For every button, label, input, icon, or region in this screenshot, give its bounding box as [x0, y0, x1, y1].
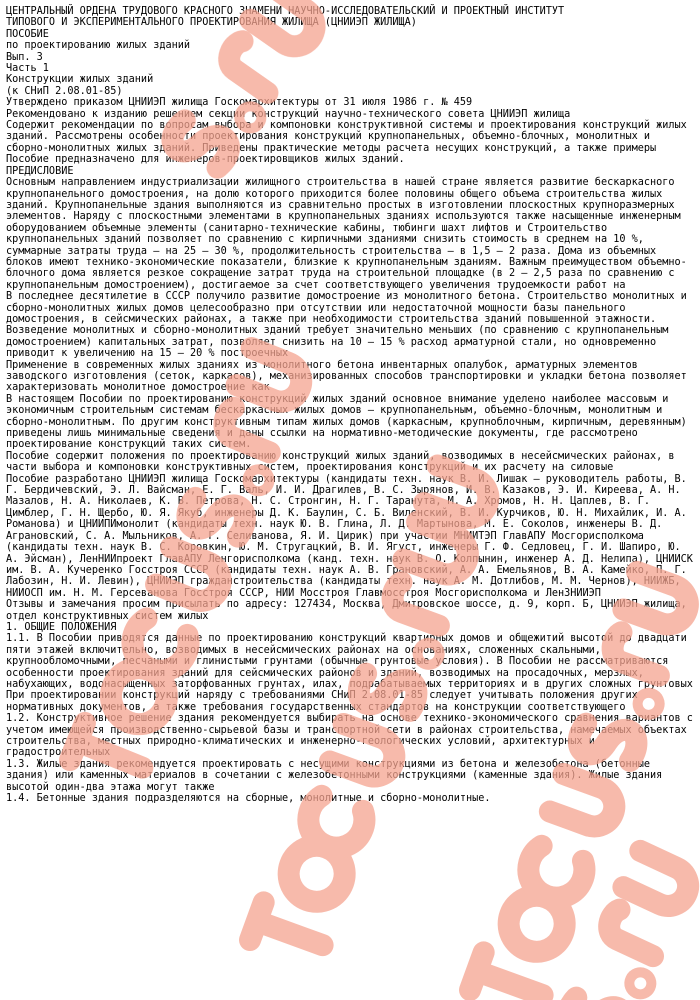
text-line: ПРЕДИСЛОВИЕ — [6, 165, 74, 177]
text-line: Конструкции жилых зданий — [6, 74, 154, 86]
text-line: В последнее десятилетие в СССР получило развитие домостроение из монолитного бетона. Строительство монолитных и сборно-монолитных жилых домов целесообразно при отсутствии или недостаточной мощности базы панельного домостроения, в сейсмических районах, а также при необходимости строительства зданий повышенной этажности. Возведение монолитных и сборно-монолитных зданий требует значительно меньших (по сравнению с крупнопанельным домостроением) капитальных затрат, позволяет снизить на 10 — 15 % расход арматурной стали, но одновременно приводит к увеличению на 15 — 20 % построечных — [6, 291, 693, 360]
document-text — [6, 6, 700, 805]
text-line: 1.4. Бетонные здания подразделяются на сборные, монолитные и сборно-монолитные. — [6, 793, 491, 805]
text-line: (к СНиП 2.08.01-85) — [6, 85, 123, 97]
text-line: Часть 1 — [6, 63, 49, 75]
text-line: Рекомендовано к изданию решением секции конструкций научно-технического совета ЦНИИЭП жилища — [6, 108, 571, 120]
text-line: 1.1. В Пособии приводятся данные по проектированию конструкций квартирных домов и общежитий высотой до двадцати пяти этажей включительно, возводимых в несейсмических районах на основаниях, сложенных скальными, крупнообломочными, песчаными и глинистыми грунтами (обычные грунтовые условия). В Пособии не рассматриваются особенности проектирования зданий для сейсмических районов и зданий, возводимых на просадочных, мерзлых, набухающих, водонасыщенных заторфованных грунтах, илах, подрабатываемых территориях и в других сложных грунтовых При проектировании конструкций наряду с требованиями СНиП 2.08.01-85 следует учитывать положения других нормативных документов, а также требования государственных стандартов на конструкции соответствующего — [6, 633, 700, 713]
text-line: Применение в современных жилых зданиях из монолитного бетона инвентарных опалубок, арматурных элементов заводского изготовления (сеток, каркасов), механизированных способов транспортировки и укладки бетона позволяет характеризовать монолитное домостроение как — [6, 359, 693, 394]
text-line: Содержит рекомендации по вопросам выбора и компоновки конструктивной системы и проектирования конструкций жилых зданий. Рассмотрены особенности проектирования конструкций крупнопанельных, объемно-блочных, монолитных и сборно-монолитных жилых зданий. Приведены практические методы расчета несущих конструкций, а также примеры — [6, 120, 693, 154]
text-line: ЦЕНТРАЛЬНЫЙ ОРДЕНА ТРУДОВОГО КРАСНОГО ЗНАМЕНИ НАУЧНО-ИССЛЕДОВАТЕЛЬСКИЙ И ПРОЕКТНЫЙ ИНСТИТУТ — [6, 6, 565, 17]
text-line: Пособие содержит положения по проектированию конструкций жилых зданий, возводимых в несейсмических районах, в части выбора и компоновки конструктивных систем, проектирования конструкций и их расчету на силовые — [6, 450, 681, 474]
text-line: 1.3. Жилые здания рекомендуется проектировать с несущими конструкциями из бетона и железобетона (бетонные здания) или каменных материалов в сочетании с железобетонными конструкциями (каменные здания). Жилые здания высотой один-два этажа могут также — [6, 758, 669, 793]
text-line: Отзывы и замечания просим присылать по адресу: 127434, Москва, Дмитровское шоссе, д. 9, корп. Б, ЦНИИЭП жилища, отдел конструктивных систем жилых — [6, 599, 693, 622]
text-line: ТИПОВОГО И ЭКСПЕРИМЕНТАЛЬНОГО ПРОЕКТИРОВАНИЯ ЖИЛИЩА (ЦНИИЭП ЖИЛИЩА) — [6, 17, 417, 29]
text-line: Пособие разработано ЦНИИЭП жилища Госкомархитектуры (кандидаты техн. наук В. И. Лишак — руководитель работы, В. Г. Бердичевский, Э. Л. Вайсман, Е. Г. Валь, И. И. Драгилев, В. С. Зырянов, И. В. Казаков, Э. И. Киреева, А. Н. Мазалов, Н. А. Николаев, К. В. Петрова, Н. С. Стронгин, Н. Г. Таранута, М. А. Хромов, Н. Н. Цаплев, В. Г. Цимблер, Г. Н. Щербо, Ю. Я. Якуб, инженеры Д. К. Баулин, С. Б. Виленский, В. И. Курчиков, Ю. Н. Михайлик, И. А. Романова) и ЦНИИПИмонолит (кандидаты техн. наук Ю. В. Глина, Л. Д. Мартынова, М. Е. Соколов, инженеры В. Д. Аграновский, С. А. Мыльников, А. Г. Селиванова, Я. И. Цирик) при участии МНИИТЭП ГлавАПУ Мосгорисполкома (кандидаты техн. наук В. С. Коровкин, Ю. М. Стругацкий, В. И. Ягуст, инженеры Г. Ф. Седловец, Г. И. Шапиро, Ю. А. Эйсман), ЛенНИИпроект ГлавАПУ Ленгорисполкома (канд. техн. наук В. О. Колпынин, инженер А. Д. Нелипа), ЦНИИСК им. В. А. Кучеренко Госстроя СССР (кандидаты техн. наук А. В. Грановский, А. А. Емельянов, В. А. Камейко, П. Г. Лабозин, Н. И. Левин), ЦНИИЭП гражданстроительства (кандидаты техн. наук А. М. Дотлибов, М. М. Чернов), НИИЖБ, НИИОСП им. Н. М. Герсеванова Госстроя СССР, НИИ Мосстроя Главмосстроя Мосгорисполкома и ЛенЗНИИЭП — [6, 473, 700, 599]
text-line: 1.2. Конструктивное решение здания рекомендуется выбирать на основе технико-экономического сравнения вариантов с учетом имеющейся производственно-сырьевой базы и транспортной сети в районах строительства, намечаемых объектах строительства, местных природно-климатических и инженерно-геологических условий, архитектурных и градостроительных — [6, 713, 700, 759]
text-line: Вып. 3 — [6, 51, 43, 63]
text-line: В настоящем Пособии по проектированию конструкций жилых зданий основное внимание уделено наиболее массовым и экономичным строительным системам бескаркасных жилых домов — крупнопанельным, объемно-блочным, монолитным и сборно-монолитным. По другим конструктивным типам жилых домов (каркасным, крупноблочным, кирпичным, деревянным) приведены лишь минимальные сведения и даны ссылки на нормативно-методические документы, где рассмотрено проектирование конструкций таких систем. — [6, 393, 693, 451]
text-line: по проектированию жилых зданий — [6, 40, 191, 52]
text-line: Утверждено приказом ЦНИИЭП жилища Госкомархитектуры от 31 июля 1986 г. № 459 — [6, 97, 473, 109]
text-line: Основным направлением индустриализации жилищного строительства в нашей стране является развитие бескаркасного крупнопанельного домостроения, на долю которого приходится более половины общего объема строительства жилых зданий. Крупнопанельные здания выполняются из сравнительно простых в изготовлении плоскостных крупноразмерных элементов. Наряду с плоскостными элементами в крупнопанельных зданиях используются также насыщенные инженерным оборудованием объемные элементы (санитарно-технические кабины, тюбинги шахт лифтов и Строительство крупнопанельных зданий позволяет по сравнению с кирпичными зданиями снизить стоимость в среднем на 10 %, суммарные затраты труда — на 25 — 30 %, продолжительность строительства — в 1,5 — 2 раза. Дома из объемных блоков имеют технико-экономические показатели, близкие к крупнопанельным зданиям. Важным преимуществом объемно-блочного дома является резкое сокращение затрат труда на строительной площадке (в 2 — 2,5 раза по сравнению с крупнопанельным домостроением), достигаемое за счет соответствующего увеличения трудоемкости работ на — [6, 177, 687, 291]
text-line: Пособие предназначено для инженеров-проектировщиков жилых зданий. — [6, 154, 405, 166]
text-line: ПОСОБИЕ — [6, 28, 49, 40]
text-line: 1. ОБЩИЕ ПОЛОЖЕНИЯ — [6, 621, 117, 633]
